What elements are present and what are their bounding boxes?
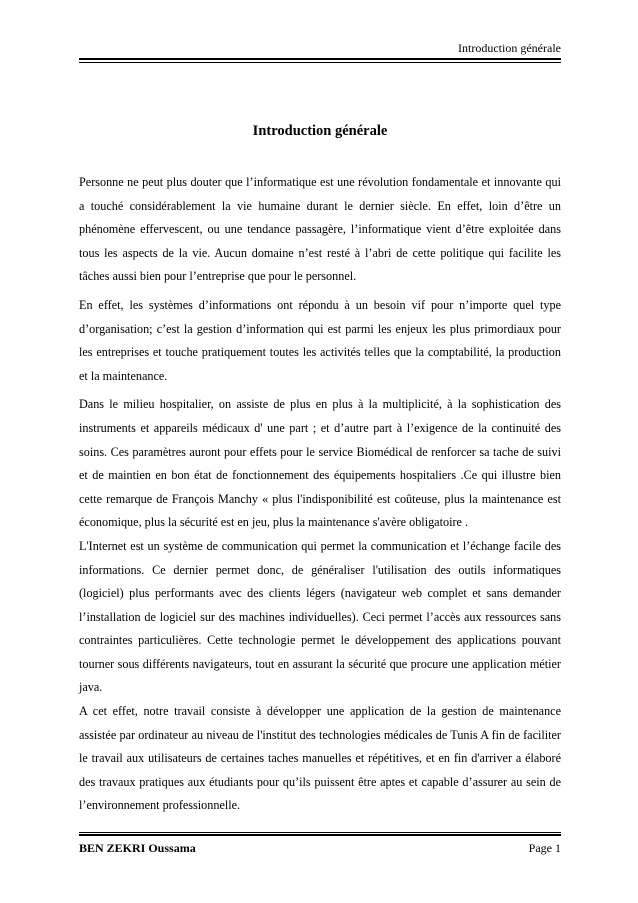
- running-header: Introduction générale: [458, 41, 561, 55]
- document-title: Introduction générale: [252, 122, 388, 139]
- paragraph-hospital: Dans le milieu hospitalier, on assiste de plus en plus à la multiplicité, à la sophistication des instruments et appareils médicaux d' une part ; et d’autre part à l’exigence de la continuité des soins. Ces paramètres auront pour effets pour le service Biomédical de renforcer sa tache de suivi et de maintien en bon état de fonctionnement des équipements hospitaliers .Ce qui illustre bien cette remarque de François Manchy « plus l'indisponibilité est coûteuse, plus la maintenance est économique, plus la sécurité est en jeu, plus la maintenance s'avère obligatoire .: [79, 397, 561, 530]
- header-rule: [79, 58, 561, 60]
- header-rule-secondary: [79, 62, 561, 63]
- paragraph-objective: A cet effet, notre travail consiste à développer une application de la gestion de maintenance assistée par ordinateur au niveau de l'institut des technologies médicales de Tunis A fin de faciliter le travail aux utilisateurs de certaines taches manuelles et répétitives, et en fin d'arriver a élaboré des travaux pratiques aux étudiants pour qu’ils puissent être aptes et capable d’assurer au sein de l’environnement professionnelle.: [79, 704, 561, 813]
- page-number: Page 1: [528, 841, 561, 855]
- paragraph-internet: L'Internet est un système de communication qui permet la communication et l’échange facile des informations. Ce dernier permet donc, de généraliser l'utilisation des outils informatiques (logiciel) plus performants avec des clients légers (navigateur web complet et sans demander l’installation de logiciel sur des machines individuelles). Ceci permet l’accès aux ressources sans contraintes particulières. Cette technologie permet le développement des applications pouvant tourner sous différents navigateurs, tout en assurant la sécurité que procure une application métier java.: [79, 538, 561, 695]
- paragraph-intro: Personne ne peut plus douter que l’informatique est une révolution fondamentale et innovante qui a touché considérablement la vie humaine durant le dernier siècle. En effet, loin d’être un phénomène effervescent, ou une tendance passagère, l’informatique vient d’être exploitée dans tous les aspects de la vie. Aucun domaine n’est resté à l’abri de cette politique qui facilite les tâches aussi bien pour l’entreprise que pour le personnel.: [79, 175, 561, 284]
- body-text: [79, 171, 561, 818]
- paragraph-information-systems: En effet, les systèmes d’informations ont répondu à un besoin vif pour n’importe quel type d’organisation; c’est la gestion d’information qui est parmi les enjeux les plus primordiaux pour les entreprises et touche pratiquement toutes les activités telles que la comptabilité, la production et la maintenance.: [79, 297, 561, 383]
- footer-rule: [79, 832, 561, 833]
- footer-rule-secondary: [79, 834, 561, 836]
- footer-author: BEN ZEKRI Oussama: [79, 841, 196, 855]
